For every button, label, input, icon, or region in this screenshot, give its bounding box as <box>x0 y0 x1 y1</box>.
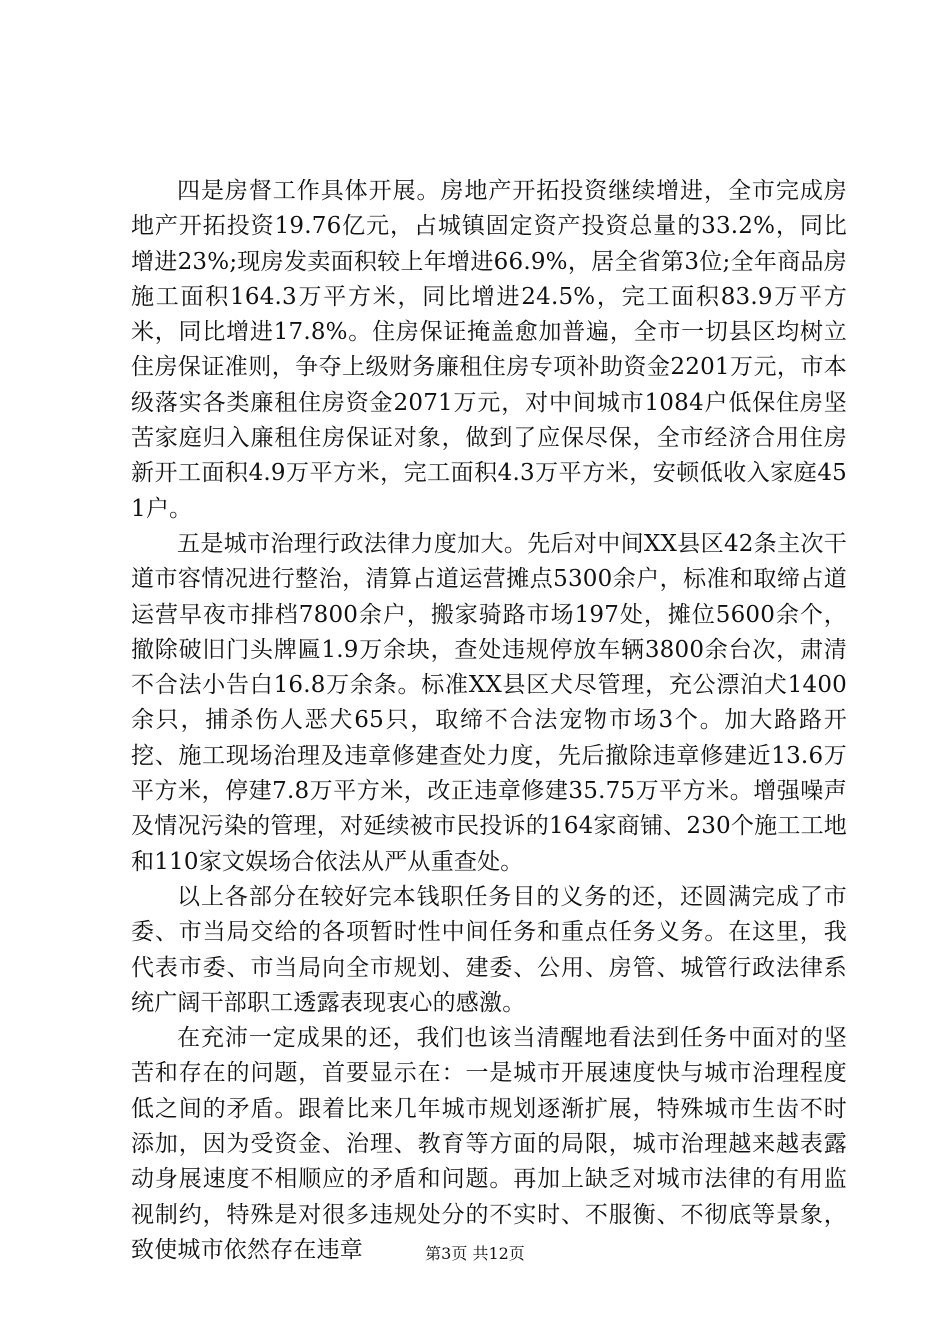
page-number-footer: 第3页 共12页 <box>425 1244 525 1263</box>
paragraph-problems: 在充沛一定成果的还，我们也该当清醒地看法到任务中面对的坚苦和存在的问题，首要显示在：一是城市开展速度快与城市治理程度低之间的矛盾。跟着比来几年城市规划逐渐扩展，特殊城市生齿不时添加，因为受资金、治理、教育等方面的局限，城市治理越来越表露动身展速度不相顺应的矛盾和问题。再加上缺乏对城市法律的有用监视制约，特殊是对很多违规处分的不实时、不服衡、不彻底等景象，致使城市依然存在违章 <box>131 1025 847 1263</box>
document-body <box>131 174 847 1268</box>
paragraph-city-management-enforcement: 五是城市治理行政法律力度加大。先后对中间XX县区42条主次干道市容情况进行整治，清算占道运营摊点5300余户，标准和取缔占道运营早夜市排档7800余户，搬家骑路市场197处，摊位5600余个，撤除破旧门头牌匾1.9万余块，查处违规停放车辆3800余台次，肃清不合法小告白16.8万余条。标准XX县区犬尽管理，充公漂泊犬1400余只，捕杀伤人恶犬65只，取缔不合法宠物市场3个。加大路路开挖、施工现场治理及违章修建查处力度，先后撤除违章修建近13.6万平方米，停建7.8万平方米，改正违章修建35.75万平方米。增强噪声及情况污染的管理，对延续被市民投诉的164家商铺、230个施工工地和110家文娱场合依法从严从重查处。 <box>131 530 847 875</box>
paragraph-housing-supervision: 四是房督工作具体开展。房地产开拓投资继续增进，全市完成房地产开拓投资19.76亿元，占城镇固定资产投资总量的33.2%，同比增进23%;现房发卖面积较上年增进66.9%，居全省第3位;全年商品房施工面积164.3万平方米，同比增进24.5%，完工面积83.9万平方米，同比增进17.8%。住房保证掩盖愈加普遍，全市一切县区均树立住房保证准则，争夺上级财务廉租住房专项补助资金2201万元，市本级落实各类廉租住房资金2071万元，对中间城市1084户低保住房坚苦家庭归入廉租住房保证对象，做到了应保尽保，全市经济合用住房新开工面积4.9万平方米，完工面积4.3万平方米，安顿低收入家庭451户。 <box>131 178 847 522</box>
paragraph-summary-thanks: 以上各部分在较好完本钱职任务目的义务的还，还圆满完成了市委、市当局交给的各项暂时性中间任务和重点任务义务。在这里，我代表市委、市当局向全市规划、建委、公用、房管、城管行政法律系统广阔干部职工透露表现衷心的感激。 <box>131 883 847 1016</box>
